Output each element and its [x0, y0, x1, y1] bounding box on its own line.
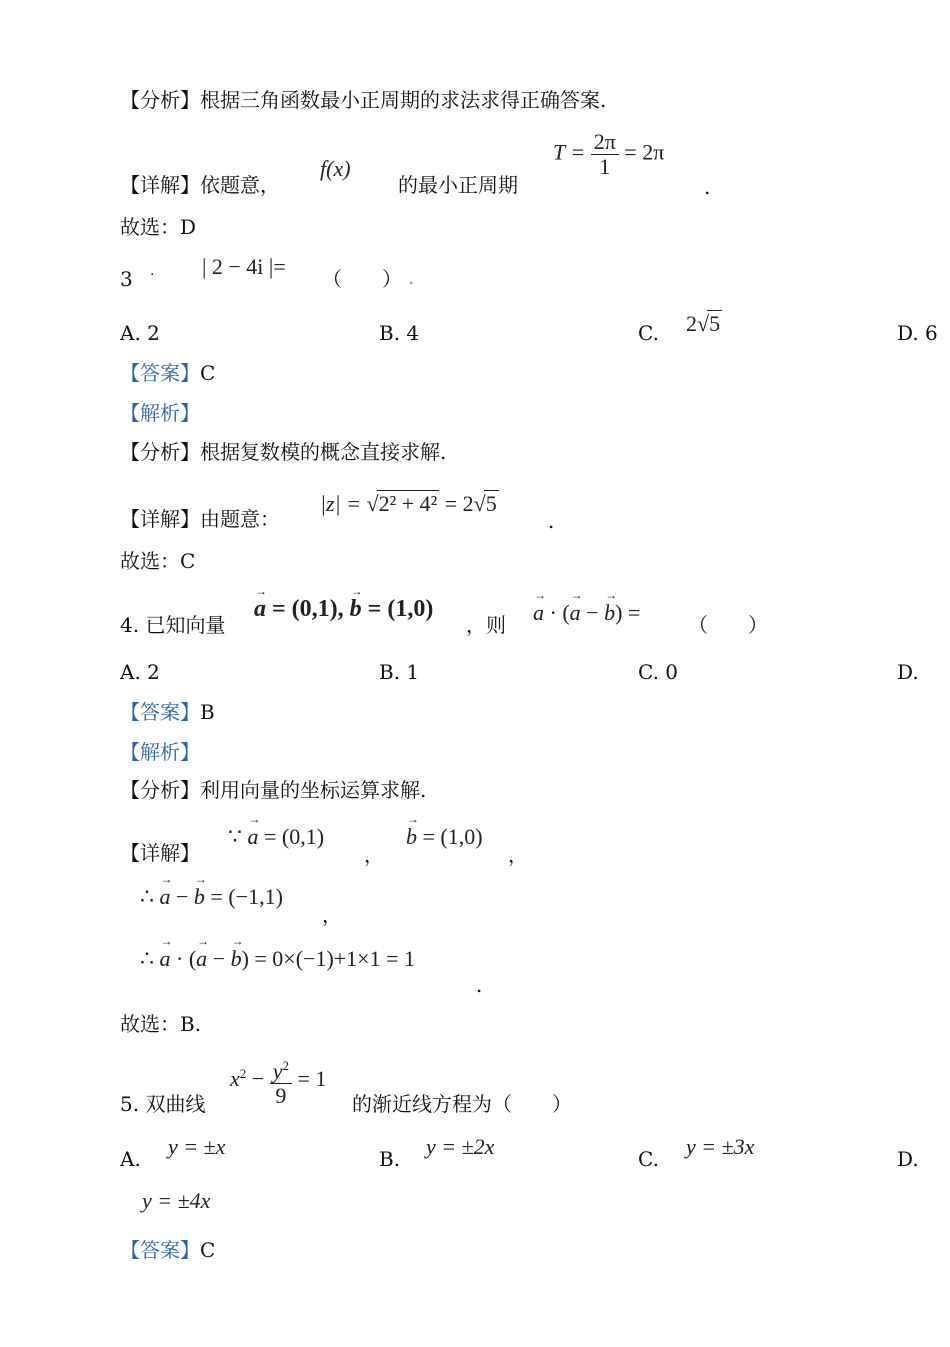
q4-stem: 4. 已知向量 — [120, 613, 226, 637]
q4-answer-row — [120, 699, 215, 725]
q5-answer: C — [200, 1238, 216, 1262]
q4-l2-b: → b — [194, 884, 205, 910]
q3-number: 3 — [120, 267, 133, 291]
q4-vec-a: → a — [254, 596, 266, 623]
q2-detail-label: 【详解】依题意， — [120, 173, 280, 197]
q4-therefore1: ∴ — [140, 884, 154, 909]
q4-l3-a2: → a — [196, 946, 207, 972]
q3-expr: | 2 − 4i |= — [202, 254, 286, 279]
q4-expr-mid: · ( — [549, 600, 570, 625]
q3-c-coef: 2 — [686, 311, 697, 336]
q4-l3-val: ) = 0×(−1)+1×1 = 1 — [241, 946, 415, 971]
q2-analysis: 【分析】根据三角函数最小正周期的求法求得正确答案. — [120, 88, 607, 112]
q5-fraction — [270, 1054, 292, 1108]
q3-option-b: B. 4 — [379, 321, 420, 345]
q4-vectors — [254, 596, 433, 623]
q4-therefore2: ∴ — [140, 946, 154, 971]
q4-expr-minus: − — [586, 600, 599, 625]
q3-paren: （ ） — [322, 267, 402, 291]
q4-l3-a: → a — [160, 946, 171, 972]
q4-expr-b: → b — [604, 600, 615, 626]
q4-vec-b: → b — [350, 596, 362, 623]
q4-paren: （ ） — [688, 613, 768, 637]
q4-l3-b: → b — [231, 946, 242, 972]
q3-analysis: 【分析】根据复数模的概念直接求解. — [120, 440, 447, 464]
q4-analysis: 【分析】利用向量的坐标运算求解. — [120, 778, 427, 802]
q3-option-c-value: 2√5 — [686, 311, 721, 336]
q2-T-rhs: = 2π — [624, 139, 665, 165]
q5-stem: 5. 双曲线 — [120, 1092, 206, 1116]
q3-answer: C — [200, 361, 216, 385]
q2-choice: 故选：D — [120, 215, 197, 239]
q3-calc: |z| = √2² + 4² = 2√5 — [320, 491, 497, 516]
q4-l2-a: → a — [160, 884, 171, 910]
q3-period: . — [548, 509, 555, 533]
q5-frac-den: 9 — [275, 1083, 287, 1109]
q4-l1-val: = (0,1) — [264, 824, 325, 849]
q3-calc-rad: 2² + 4² — [378, 491, 438, 516]
q3-jiexi: 【解析】 — [120, 401, 200, 425]
q4-l1-b: → b — [406, 824, 417, 850]
q5-option-c: y = ±3x — [686, 1134, 755, 1159]
q5-option-b: y = ±2x — [426, 1134, 495, 1159]
q4-l3-mid: · ( — [176, 946, 197, 971]
q4-l1-bval: = (1,0) — [422, 824, 483, 849]
q5-tail: 的渐近线方程为（ ） — [352, 1092, 572, 1116]
q3-option-d: D. 6 — [897, 321, 938, 345]
q4-detail-label: 【详解】 — [120, 841, 200, 865]
q5-option-d: y = ±4x — [142, 1188, 211, 1213]
q3-option-c-label: C. — [638, 321, 659, 345]
q2-T-lhs: T = — [553, 139, 586, 165]
q3-calc-rad2: 5 — [485, 491, 497, 516]
q4-l2-val: = (−1,1) — [210, 884, 283, 909]
q5-option-a-label: A. — [120, 1147, 141, 1171]
q5-y2: y — [272, 1058, 283, 1084]
q5-answer-row — [120, 1237, 215, 1263]
q4-vec-a-val: = (0,1), — [272, 596, 344, 622]
q3-c-rad: 5 — [709, 311, 721, 336]
q5-hyperbola: $x^2$ − $\frac{y^2}{9}$ = 1 — [230, 1054, 326, 1108]
q4-l3-minus: − — [212, 946, 226, 971]
q4-expr-end: ) = — [615, 600, 641, 625]
q4-line1-b — [406, 824, 483, 850]
q3-tail: . — [408, 265, 415, 289]
q3-option-a: A. 2 — [120, 321, 160, 345]
q4-expr-a2: → a — [570, 600, 581, 626]
q4-period: . — [476, 973, 483, 997]
q5-eq1: = 1 — [297, 1066, 327, 1092]
q4-ze: ，则 — [466, 613, 506, 637]
q3-answer-row — [120, 360, 215, 386]
q4-because: ∵ — [228, 824, 242, 849]
q5-option-b-label: B. — [379, 1147, 401, 1171]
q4-comma1: ， — [364, 843, 384, 867]
q3-dot: · — [150, 267, 155, 283]
q2-period: . — [704, 175, 711, 199]
q4-expr — [533, 600, 640, 626]
q3-answer-tag: 【答案】 — [120, 361, 200, 385]
q2-T-den: 1 — [599, 154, 611, 179]
q5-option-c-label: C. — [638, 1147, 659, 1171]
q4-l2-minus: − — [176, 884, 189, 909]
q3-detail-label: 【详解】由题意： — [120, 507, 280, 531]
q3-choice: 故选：C — [120, 549, 196, 573]
q4-choice: 故选：B. — [120, 1012, 202, 1036]
q2-mid-text: 的最小正周期 — [398, 173, 518, 197]
q4-l1-a: → a — [248, 824, 259, 850]
q4-option-c: C. 0 — [638, 660, 679, 684]
q5-option-a: y = ±x — [168, 1134, 226, 1159]
q4-line3 — [140, 946, 415, 972]
q4-expr-a: → a — [533, 600, 544, 626]
q4-answer-tag: 【答案】 — [120, 700, 200, 724]
q3-calc-lhs: |z| = — [320, 491, 362, 516]
q5-frac-num: $y^2$ — [270, 1054, 292, 1084]
q2-fx: f(x) — [320, 156, 351, 181]
q3-calc-eq: = 2 — [444, 491, 474, 516]
q4-vec-b-val: = (1,0) — [367, 596, 434, 622]
q4-option-a: A. 2 — [120, 660, 160, 684]
q4-jiexi: 【解析】 — [120, 740, 200, 764]
q4-line1-a — [228, 824, 324, 850]
q4-option-d: D. — [897, 660, 919, 684]
q5-minus: − — [251, 1066, 265, 1092]
q2-T-num: 2π — [591, 130, 619, 155]
q4-answer: B — [200, 700, 215, 724]
q4-option-b: B. 1 — [379, 660, 420, 684]
q4-line2 — [140, 884, 283, 910]
q2-T-fraction — [591, 130, 619, 179]
q5-answer-tag: 【答案】 — [120, 1238, 200, 1262]
q4-comma3: ， — [322, 903, 342, 927]
q5-option-d-label: D. — [897, 1147, 919, 1171]
q5-x2: x — [230, 1066, 240, 1092]
q2-period-formula — [553, 130, 664, 179]
q4-comma2: ， — [508, 843, 528, 867]
